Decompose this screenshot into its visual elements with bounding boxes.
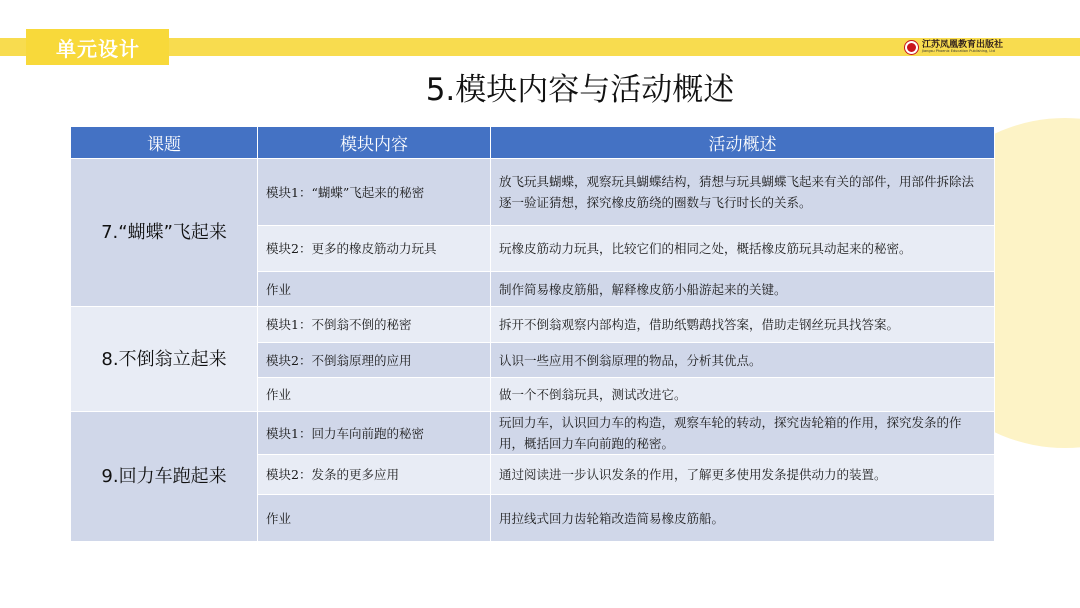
topic-cell: 8.不倒翁立起来 [71,307,258,412]
activity-cell: 用拉线式回力齿轮箱改造简易橡皮筋船。 [491,495,995,542]
module-cell: 作业 [258,272,491,307]
module-cell: 作业 [258,495,491,542]
module-cell: 作业 [258,378,491,412]
header-topic: 课题 [71,127,258,159]
table-header-row [71,127,995,159]
module-cell: 模块2：更多的橡皮筋动力玩具 [258,226,491,272]
header-activity: 活动概述 [491,127,995,159]
activity-cell: 玩回力车，认识回力车的构造，观察车轮的转动，探究齿轮箱的作用，探究发条的作用，概括回力车向前跑的秘密。 [491,412,995,455]
publisher-name: 江苏凤凰教育出版社 [922,39,1004,50]
activity-cell: 拆开不倒翁观察内部构造，借助纸鹦鹉找答案，借助走钢丝玩具找答案。 [491,307,995,343]
module-cell: 模块2：发条的更多应用 [258,455,491,495]
module-cell: 模块1：不倒翁不倒的秘密 [258,307,491,343]
section-tag-label: 单元设计 [56,36,140,61]
section-tag [26,29,169,65]
header-module: 模块内容 [258,127,491,159]
table-row [71,307,995,343]
publisher-logo [905,38,1003,56]
page-title: 5.模块内容与活动概述 [425,72,735,108]
module-cell: 模块1：回力车向前跑的秘密 [258,412,491,455]
module-cell: 模块1：“蝴蝶”飞起来的秘密 [258,159,491,226]
module-table [70,126,995,542]
activity-cell: 玩橡皮筋动力玩具，比较它们的相同之处，概括橡皮筋玩具动起来的秘密。 [491,226,995,272]
table-row [71,159,995,226]
activity-cell: 通过阅读进一步认识发条的作用，了解更多使用发条提供动力的装置。 [491,455,995,495]
table-row [71,412,995,455]
activity-cell: 制作简易橡皮筋船，解释橡皮筋小船游起来的关键。 [491,272,995,307]
activity-cell: 认识一些应用不倒翁原理的物品，分析其优点。 [491,343,995,378]
publisher-emblem-icon [905,41,918,54]
module-cell: 模块2：不倒翁原理的应用 [258,343,491,378]
publisher-name-en: Jiangsu Phoenix Education Publishing, Ltd [922,48,995,53]
topic-cell: 7.“蝴蝶”飞起来 [71,159,258,307]
topic-cell: 9.回力车跑起来 [71,412,258,542]
activity-cell: 放飞玩具蝴蝶，观察玩具蝴蝶结构，猜想与玩具蝴蝶飞起来有关的部件，用部件拆除法逐一验证猜想，探究橡皮筋绕的圈数与飞行时长的关系。 [491,159,995,226]
activity-cell: 做一个不倒翁玩具，测试改进它。 [491,378,995,412]
